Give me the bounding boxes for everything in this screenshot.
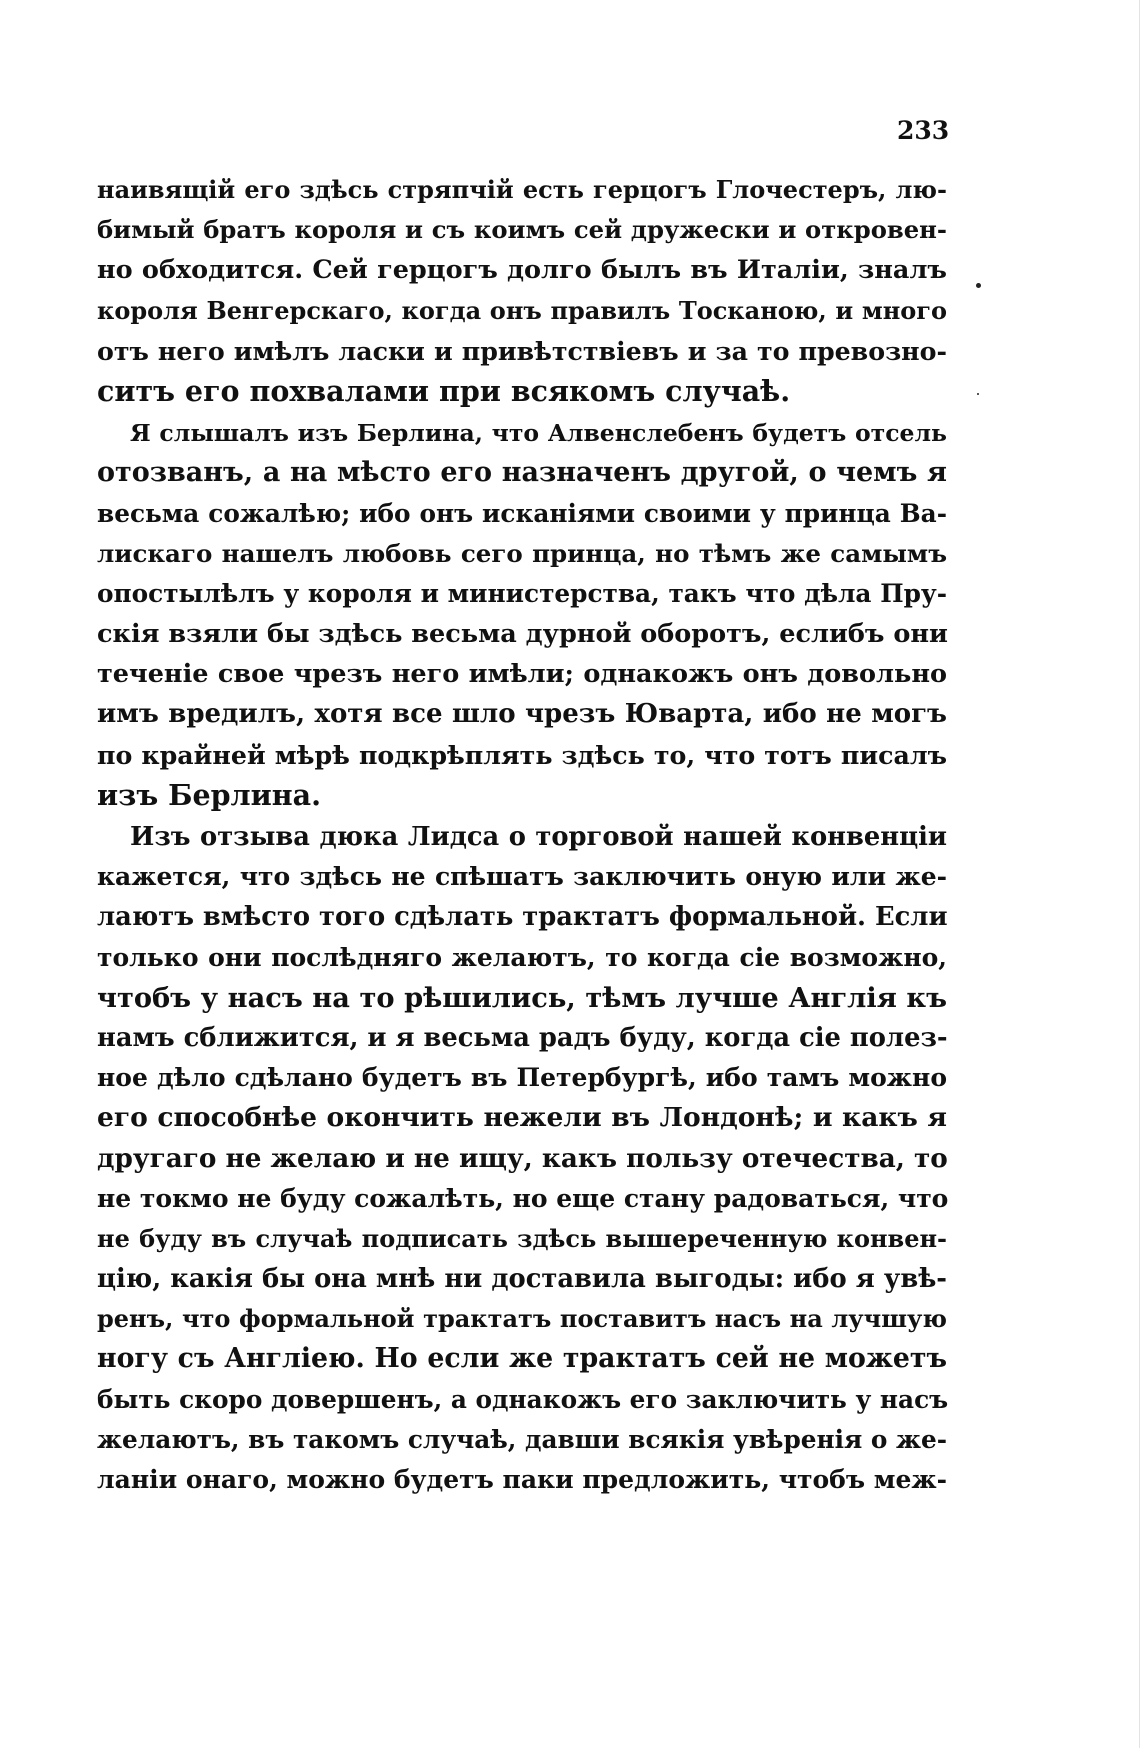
page-number: 233: [897, 116, 950, 145]
text-line: быть скоро довершенъ, а однакожъ его заключить у насъ: [97, 1384, 949, 1414]
ink-speck: [976, 283, 981, 288]
text-line: лаютъ вмѣсто того сдѣлать трактатъ формальной. Если: [97, 902, 948, 933]
text-line: только они послѣдняго желаютъ, то когда сіе возможно,: [97, 942, 947, 972]
text-line: кажется, что здѣсь не спѣшатъ заключить оную или же-: [97, 862, 947, 892]
text-line: ситъ его похвалами при всякомъ случаѣ.: [97, 373, 791, 408]
text-line: ногу съ Англіею. Но если же трактатъ сей не можетъ: [97, 1343, 947, 1375]
text-line: ное дѣло сдѣлано будетъ въ Петербургѣ, ибо тамъ можно: [97, 1063, 947, 1093]
text-line: не токмо не буду сожалѣть, но еще стану радоваться, что: [97, 1183, 949, 1213]
body-text: [97, 170, 947, 1500]
text-line: лискаго нашелъ любовь сего принца, но тѣмъ же самымъ: [97, 538, 947, 568]
text-line: не буду въ случаѣ подписать здѣсь вышереченную конвен-: [97, 1223, 947, 1253]
text-line: отъ него имѣлъ ласки и привѣтствіевъ и за то превозно-: [97, 335, 947, 366]
text-line: его способнѣе окончить нежели въ Лондонѣ; и какъ я: [97, 1102, 947, 1134]
text-line: бимый братъ короля и съ коимъ сей дружески и откровен-: [97, 215, 947, 245]
text-line: другаго не желаю и не ищу, какъ пользу отечества, то: [97, 1142, 948, 1174]
text-line: намъ сближится, и я весьма радъ буду, когда сіе полез-: [97, 1022, 948, 1053]
text-line: цію, какія бы она мнѣ ни доставила выгоды: ибо я увѣ-: [97, 1264, 947, 1295]
text-line: весьма сожалѣю; ибо онъ исканіями своими у принца Ва-: [97, 498, 947, 528]
text-line: опостылѣлъ у короля и министерства, такъ что дѣла Пру-: [97, 578, 947, 608]
text-line: Я слышалъ изъ Берлина, что Алвенслебенъ будетъ отсель: [130, 419, 947, 448]
text-line: скія взяли бы здѣсь весьма дурной оборотъ, еслибъ они: [97, 619, 948, 650]
paragraph-1: [97, 170, 947, 411]
text-line: наивящій его здѣсь стряпчій есть герцогъ Глочестеръ, лю-: [97, 175, 947, 204]
text-line: имъ вредилъ, хотя все шло чрезъ Юварта, ибо не могъ: [97, 699, 947, 730]
text-line: но обходится. Сей герцогъ долго былъ въ Италіи, зналъ: [97, 255, 947, 286]
text-line: ланіи онаго, можно будетъ паки предложить, чтобъ меж-: [97, 1465, 947, 1494]
ink-speck: [977, 393, 979, 395]
text-line: изъ Берлина.: [97, 777, 322, 812]
paragraph-3: [97, 817, 947, 1500]
text-line: короля Венгерскаго, когда онъ правилъ Тосканою, и много: [97, 295, 947, 325]
text-line: желаютъ, въ такомъ случаѣ, давши всякія увѣренія о же-: [97, 1424, 948, 1454]
text-line: отозванъ, а на мѣсто его назначенъ другой, о чемъ я: [97, 457, 947, 489]
text-line: по крайней мѣрѣ подкрѣплять здѣсь то, что тотъ писалъ: [97, 739, 947, 770]
paragraph-2: [97, 413, 947, 815]
text-line: Изъ отзыва дюка Лидса о торговой нашей конвенціи: [130, 822, 947, 852]
text-line: теченіе свое чрезъ него имѣли; однакожъ онъ довольно: [97, 659, 947, 690]
text-line: чтобъ у насъ на то рѣшились, тѣмъ лучше Англія къ: [97, 981, 947, 1014]
text-line: ренъ, что формальной трактатъ поставитъ насъ на лучшую: [97, 1304, 947, 1334]
